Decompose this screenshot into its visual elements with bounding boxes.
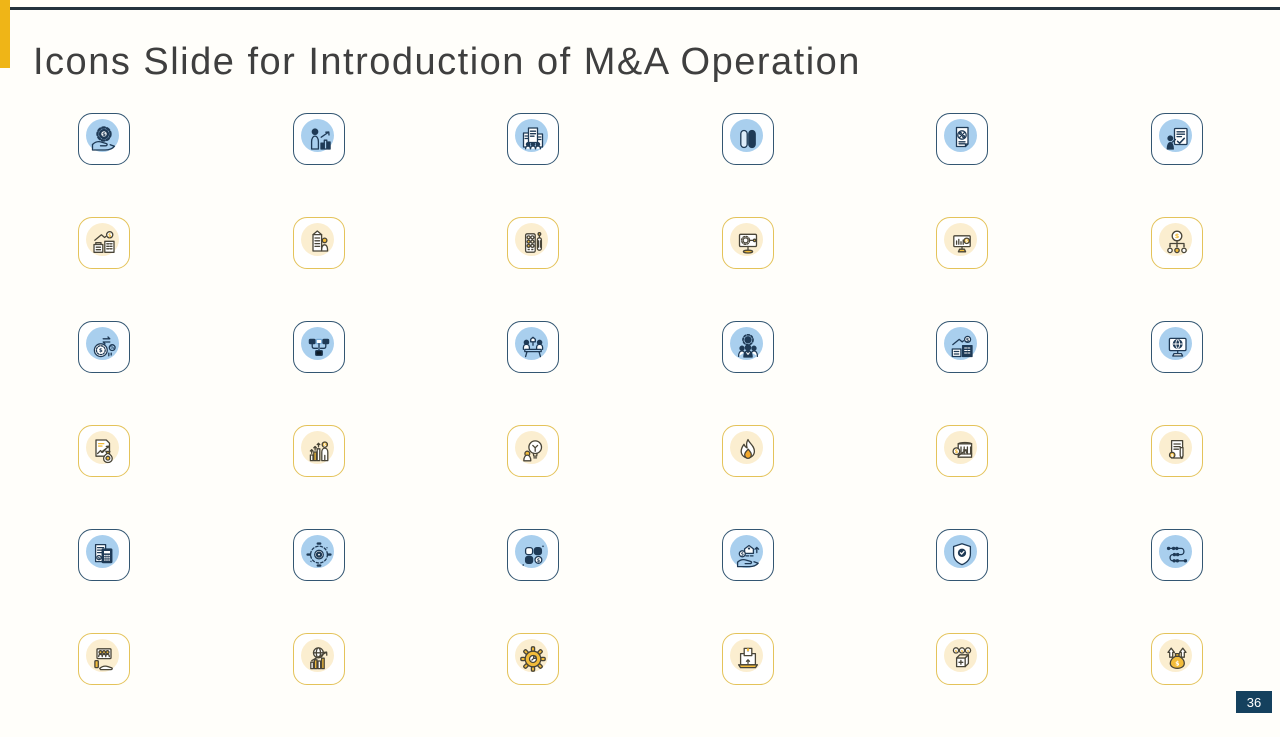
icon-row bbox=[78, 425, 1203, 477]
hand-asset-growth-icon bbox=[722, 529, 774, 581]
svg-text:$: $ bbox=[102, 132, 106, 138]
monitor-chart-coin-icon bbox=[936, 217, 988, 269]
process-cycle-target-icon bbox=[293, 529, 345, 581]
cube-coins-icon bbox=[936, 633, 988, 685]
coin-exchange-arrows-icon bbox=[78, 321, 130, 373]
bars-growth-person-icon bbox=[293, 425, 345, 477]
page-title: Icons Slide for Introduction of M&A Operation bbox=[33, 41, 861, 84]
team-gear-icon bbox=[722, 321, 774, 373]
comparison-panels-icon bbox=[722, 113, 774, 165]
svg-text:$: $ bbox=[97, 555, 101, 561]
corporate-meeting-building-icon bbox=[507, 113, 559, 165]
svg-text:$: $ bbox=[322, 442, 326, 448]
svg-text:$: $ bbox=[107, 232, 112, 239]
svg-text:$: $ bbox=[98, 348, 103, 355]
page-number-badge: 36 bbox=[1236, 691, 1272, 713]
presenter-checklist-icon bbox=[1151, 113, 1203, 165]
flame-icon bbox=[722, 425, 774, 477]
svg-text:$: $ bbox=[967, 649, 970, 653]
merge-flowchart-icon bbox=[293, 321, 345, 373]
svg-text:%: % bbox=[110, 345, 115, 351]
icon-row bbox=[78, 217, 1203, 269]
svg-text:$: $ bbox=[536, 558, 541, 564]
roadmap-milestones-icon bbox=[1151, 529, 1203, 581]
document-growth-moneybag-icon bbox=[78, 425, 130, 477]
monitor-globe-icon bbox=[1151, 321, 1203, 373]
moneybag-arrows-up-icon bbox=[1151, 633, 1203, 685]
invoice-coin-pencil-icon bbox=[1151, 425, 1203, 477]
svg-text:$: $ bbox=[955, 449, 959, 456]
negotiation-table-icon bbox=[507, 321, 559, 373]
icon-row bbox=[78, 113, 1203, 165]
icon-row bbox=[78, 529, 1203, 581]
hand-holding-dollar-gear-icon bbox=[78, 113, 130, 165]
monitor-gear-wrench-icon bbox=[722, 217, 774, 269]
svg-text:$: $ bbox=[1174, 232, 1180, 240]
company-valuation-buildings-icon bbox=[936, 321, 988, 373]
dollar-hierarchy-icon bbox=[1151, 217, 1203, 269]
svg-text:$: $ bbox=[965, 239, 969, 245]
top-divider-bar bbox=[10, 7, 1280, 10]
shield-check-icon bbox=[936, 529, 988, 581]
control-panel-plug-icon bbox=[507, 217, 559, 269]
left-accent-bar bbox=[0, 0, 10, 68]
bank-growth-analysis-icon bbox=[936, 425, 988, 477]
svg-text:$: $ bbox=[1175, 660, 1180, 668]
globe-bar-growth-icon bbox=[293, 633, 345, 685]
svg-text:$: $ bbox=[955, 649, 958, 653]
hand-team-card-icon bbox=[78, 633, 130, 685]
businessman-growth-chart-icon bbox=[293, 113, 345, 165]
svg-text:$: $ bbox=[961, 649, 964, 653]
buildings-coin-growth-icon bbox=[78, 217, 130, 269]
icon-grid bbox=[78, 113, 1203, 737]
laptop-box-launch-icon bbox=[722, 633, 774, 685]
invoice-calculator-icon bbox=[78, 529, 130, 581]
svg-text:$: $ bbox=[740, 552, 744, 558]
document-percentage-icon bbox=[936, 113, 988, 165]
gear-wrench-icon bbox=[507, 633, 559, 685]
icon-row bbox=[78, 633, 1203, 685]
svg-text:$: $ bbox=[1170, 453, 1174, 459]
integration-blocks-dollar-icon bbox=[507, 529, 559, 581]
icon-row bbox=[78, 321, 1203, 373]
svg-text:$: $ bbox=[966, 338, 970, 344]
company-checklist-person-icon bbox=[293, 217, 345, 269]
idea-bulb-investor-icon bbox=[507, 425, 559, 477]
